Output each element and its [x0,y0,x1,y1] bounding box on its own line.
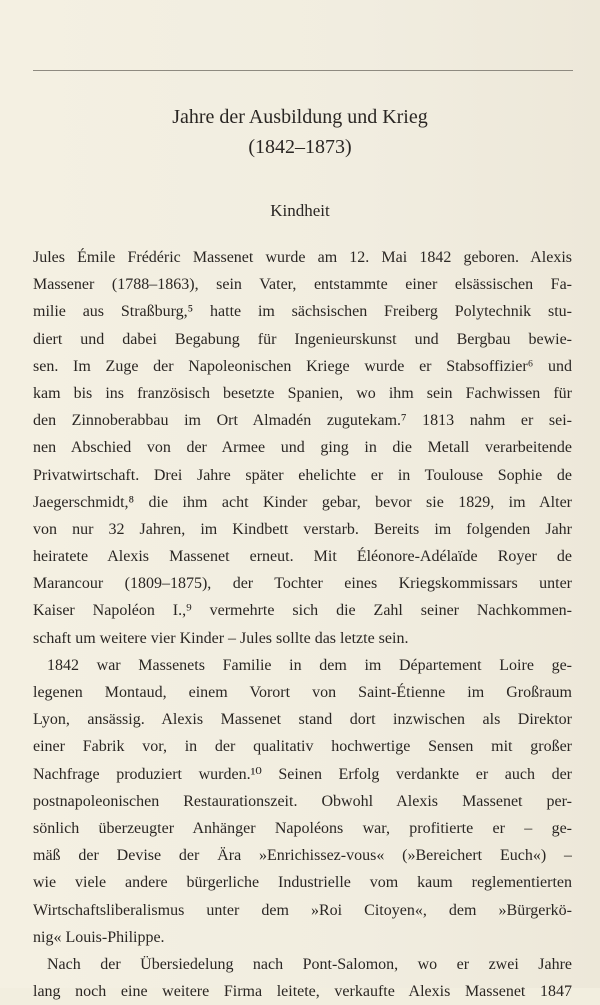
paragraph-1 [33,244,572,652]
text-line: Kaiser Napoléon I.,⁹ vermehrte sich die Zahl seiner Nachkommen- [33,602,572,620]
text-line: nig« Louis-Philippe. [33,928,165,946]
text-line: wie viele andere bürgerliche Industrielle vom kaum reglementierten [33,874,572,892]
text-line: mäß der Devise der Ära »Enrichissez-vous« (»Bereichert Euch«) – [33,847,572,865]
chapter-title: Jahre der Ausbildung und Krieg [172,106,428,128]
text-line: Jaegerschmidt,⁸ die ihm acht Kinder gebar, bevor sie 1829, im Alter [33,493,572,511]
text-line: sen. Im Zuge der Napoleonischen Kriege wurde er Stabsoffizier⁶ und [33,357,572,375]
text-line: Massener (1788–1863), sein Vater, entstammte einer elsässischen Fa- [33,276,572,294]
section-title: Kindheit [270,201,330,220]
text-line: nen Abschied von der Armee und ging in die Metall verarbeitende [33,439,572,457]
text-line: legenen Montaud, einem Vorort von Saint-Étienne im Großraum [33,684,572,701]
text-line: 1842 war Massenets Familie in dem im Département Loire ge- [47,656,572,674]
paragraph-2 [33,652,572,951]
text-line: lang noch eine weitere Firma leitete, verkaufte Alexis Massenet 1847 [33,983,572,1001]
text-line: kam bis ins französisch besetzte Spanien, wo ihm sein Fachwissen für [33,384,572,402]
text-line: Nachfrage produziert wurden.¹⁰ Seinen Erfolg verdankte er auch der [33,765,572,783]
text-line: Jules Émile Frédéric Massenet wurde am 12. Mai 1842 geboren. Alexis [33,249,572,266]
text-line: schaft um weitere vier Kinder – Jules sollte das letzte sein. [33,629,409,647]
text-line: Wirtschaftsliberalismus unter dem »Roi Citoyen«, dem »Bürgerkö- [33,901,572,919]
text-line: diert und dabei Begabung für Ingenieurskunst und Bergbau bewie- [33,330,572,348]
text-line: einer Fabrik vor, in der qualitativ hochwertige Sensen mit großer [33,738,572,756]
text-line: Nach der Übersiedelung nach Pont-Salomon, wo er zwei Jahre [47,955,572,973]
text-line: von nur 32 Jahren, im Kindbett verstarb. Bereits im folgenden Jahr [33,520,572,538]
text-line: Lyon, ansässig. Alexis Massenet stand dort inzwischen als Direktor [33,711,572,729]
paragraph-3 [33,951,572,1005]
text-line: den Zinnoberabbau im Ort Almadén zugutekam.⁷ 1813 nahm er sei- [33,412,572,430]
text-line: sönlich überzeugter Anhänger Napoléons war, profitierte er – ge- [33,819,572,837]
text-line: milie aus Straßburg,⁵ hatte im sächsischen Freiberg Polytechnik stu- [33,303,572,321]
text-line: Privatwirtschaft. Drei Jahre später ehelichte er in Toulouse Sophie de [33,466,572,484]
text-line: Marancour (1809–1875), der Tochter eines Kriegskommissars unter [33,575,572,593]
text-line: postnapoleonischen Restaurationszeit. Obwohl Alexis Massenet per- [33,792,572,810]
body-text [33,244,572,1005]
text-line: heiratete Alexis Massenet erneut. Mit Éléonore-Adélaïde Royer de [33,548,572,566]
chapter-years: (1842–1873) [248,136,352,158]
header-rule [33,70,573,71]
